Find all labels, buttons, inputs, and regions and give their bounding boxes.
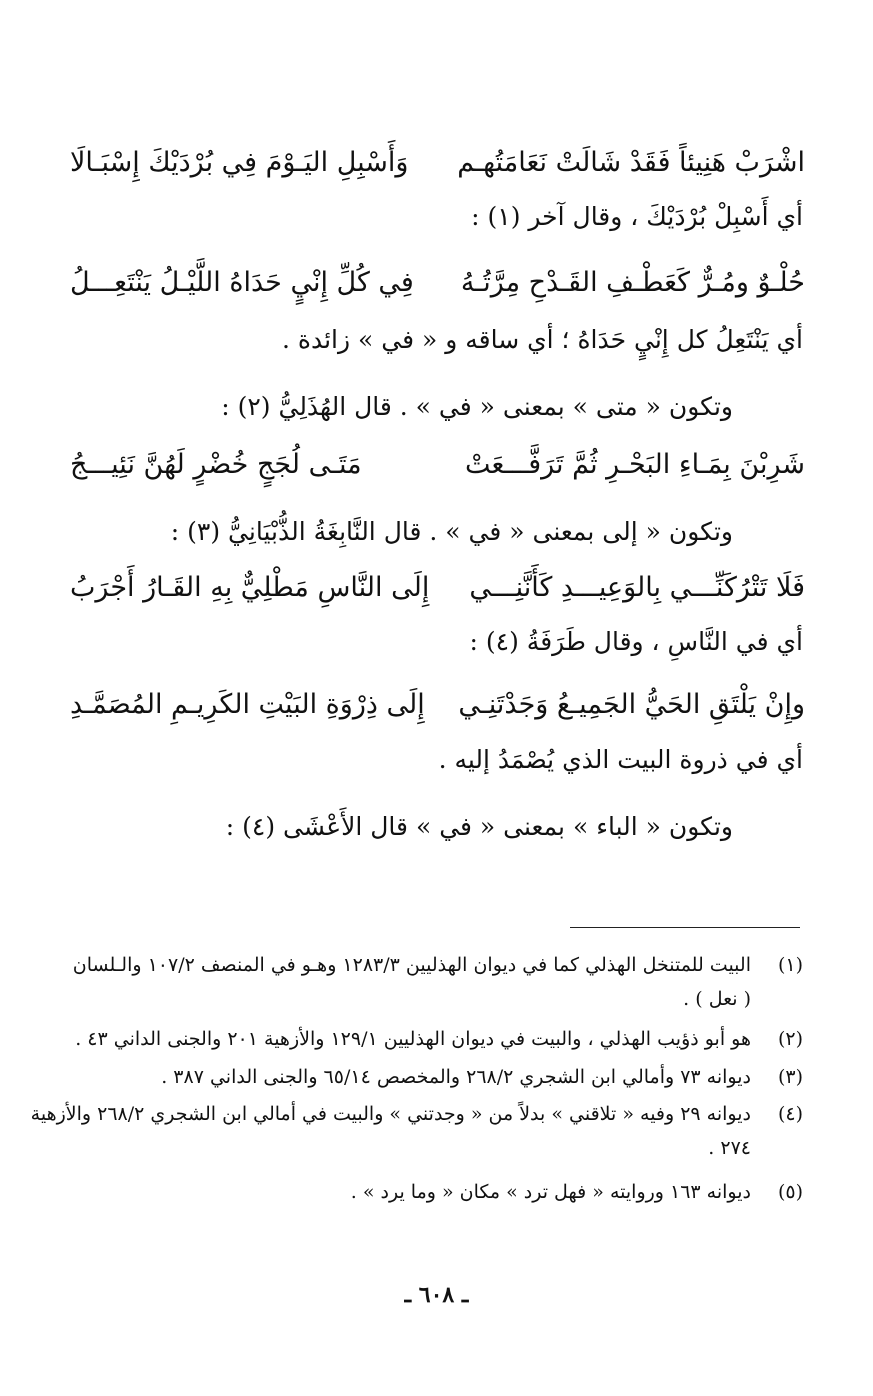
prose-line-6: أي في ذروة البيت الذي يُصْمَدُ إليه .	[438, 745, 803, 774]
footnote-3-text: ديوانه ٧٣ وأمالي ابن الشجري ٢٦٨/٢ والمخصص ٦٥/١٤ والجنى الداني ٣٨٧ .	[161, 1066, 751, 1088]
prose-line-1: أي أَسْبِلْ بُرْدَيْكَ ، وقال آخر (١) :	[471, 202, 803, 231]
verse-4-second-hemistich: إِلَى النَّاسِ مَطْلِيٌّ بِهِ القَـارُ أَجْرَبُ	[70, 572, 430, 603]
verse-5	[70, 680, 805, 730]
verse-1-second-hemistich: وَأَسْبِلِ اليَـوْمَ فِي بُرْدَيْكَ إِسْبَـالَا	[70, 147, 409, 178]
footnote-4-number: (٤)	[777, 1103, 803, 1125]
prose-line-7: وتكون « الباء » بمعنى « في » قال الأَعْشَى (٤) :	[225, 812, 733, 841]
footnote-3	[43, 1060, 803, 1094]
footnote-1	[43, 948, 803, 1016]
footnote-4-continuation: ٢٧٤ .	[708, 1137, 751, 1159]
verse-3-first-hemistich: شَرِبْنَ بِمَـاءِ البَحْـرِ ثُمَّ تَرَفَّـــعَتْ	[464, 449, 805, 480]
verse-3	[70, 440, 805, 490]
footnote-4	[30, 1097, 803, 1165]
verse-2-first-hemistich: حُلْـوٌ ومُـرٌّ كَعَطْـفِ القَـدْحِ مِرَّتُـهُ	[460, 267, 805, 298]
footnote-5	[43, 1175, 803, 1209]
prose-line-4: وتكون « إلى بمعنى « في » . قال النَّابِغَةُ الذُّبْيَانِيُّ (٣) :	[170, 517, 733, 546]
page-number: ـ ٦٠٨ ـ	[404, 1282, 469, 1308]
footnote-3-number: (٣)	[777, 1066, 803, 1088]
footnote-5-text: ديوانه ١٦٣ وروايته « فهل ترد » مكان « وما يرد » .	[350, 1181, 751, 1203]
verse-1	[70, 138, 805, 188]
prose-line-2: أي يَنْتَعِلُ كل إِنْيٍ حَدَاهُ ؛ أي ساقه و « في » زائدة .	[281, 325, 803, 354]
footnote-4-text: ديوانه ٢٩ وفيه « تلاقني » بدلاً من « وجدتني » والبيت في أمالي ابن الشجري ٢٦٨/٢ والأزهية	[30, 1103, 751, 1125]
footnote-2-number: (٢)	[777, 1028, 803, 1050]
verse-3-second-hemistich: مَتَـى لُجَجٍ خُضْرٍ لَهُنَّ نَئِيـــجُ	[70, 449, 362, 480]
verse-2-second-hemistich: فِي كُلِّ إِنْيٍ حَدَاهُ اللَّيْـلُ يَنْتَعِـــلُ	[70, 267, 414, 298]
footnote-1-number: (١)	[777, 954, 803, 976]
prose-line-5: أي في النَّاسِ ، وقال طَرَفَةُ (٤) :	[469, 627, 803, 656]
footnote-2	[43, 1022, 803, 1056]
verse-5-first-hemistich: وإِنْ يَلْتَقِ الحَيُّ الجَمِيـعُ وَجَدْتَنِـي	[458, 689, 805, 720]
verse-1-first-hemistich: اشْرَبْ هَنِيئاً فَقَدْ شَالَتْ نَعَامَتُهـم	[457, 147, 805, 178]
footnote-1-text: البيت للمتنخل الهذلي كما في ديوان الهذليين ١٢٨٣/٣ وهـو في المنصف ١٠٧/٢ والـلسان	[72, 954, 751, 976]
footnote-5-number: (٥)	[777, 1181, 803, 1203]
verse-5-second-hemistich: إِلَى ذِرْوَةِ البَيْتِ الكَرِيـمِ المُصَمَّـدِ	[70, 689, 425, 720]
footnote-2-text: هو أبو ذؤيب الهذلي ، والبيت في ديوان الهذليين ١٢٩/١ والأزهية ٢٠١ والجنى الداني ٤٣ .	[75, 1028, 751, 1050]
footnote-separator	[570, 927, 800, 928]
footnote-1-continuation: ( نعل ) .	[683, 988, 751, 1010]
verse-2	[70, 258, 805, 308]
verse-4	[70, 563, 805, 613]
verse-4-first-hemistich: فَلَا تَتْرُكَنِّـــي بِالوَعِيـــدِ كَأَنَّنِـــي	[469, 572, 805, 603]
prose-line-3: وتكون « متى » بمعنى « في » . قال الهُذَلِيُّ (٢) :	[221, 392, 733, 421]
